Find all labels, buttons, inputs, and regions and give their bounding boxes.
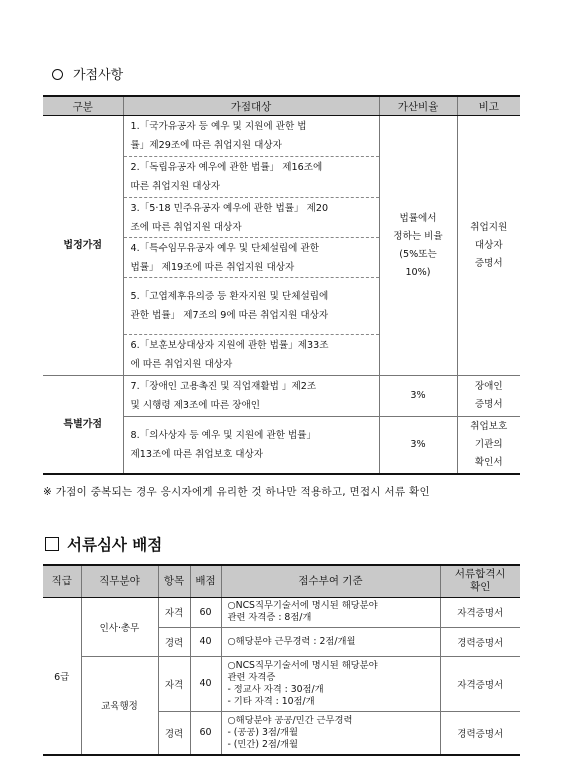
remark-disabled: 장애인 증명서 [457,376,520,417]
bonus-points-table [43,95,520,475]
field-cell: 인사·총무 [81,597,158,656]
header-grade: 직급 [43,565,81,597]
list-item: 3.「5·18 민주유공자 예우에 관한 법률」 제20 조에 따른 취업지원 대상자 [123,198,379,238]
ratio-disabled: 3% [379,376,457,417]
header-item: 항목 [158,565,190,597]
item-cell: 자격 [158,656,190,711]
square-bullet-icon [45,537,59,551]
table-row [43,116,520,157]
list-item: 6.「보훈보상대상자 지원에 관한 법률」제33조 에 따른 취업지원 대상자 [123,335,379,376]
grade-cell: 6급 [43,597,81,755]
section-title: 가점사항 [73,68,124,83]
item-cell: 자격 [158,597,190,627]
list-item: 8.「의사상자 등 예우 및 지원에 관한 법률」 제13조에 따른 취업보호 대상자 [123,417,379,475]
criteria-cell: ○NCS직무기술서에 명시된 해당분야 관련 자격증 : 8점/개 [221,597,440,627]
header-target: 가점대상 [123,96,379,116]
field-cell: 교육행정 [81,656,158,755]
remark-legal: 취업지원 대상자 증명서 [457,116,520,376]
confirm-cell: 자격증명서 [440,656,520,711]
table-row [43,597,520,627]
header-category: 구분 [43,96,123,116]
list-item: 4.「특수임무유공자 예우 및 단체설립에 관한 법률」 제19조에 따른 취업지원 대상자 [123,238,379,278]
table-header-row [43,96,520,116]
table-header-row [43,565,520,597]
table-row [43,376,520,417]
header-field: 직무분야 [81,565,158,597]
score-cell: 40 [190,656,221,711]
header-criteria: 점수부여 기준 [221,565,440,597]
item-cell: 경력 [158,627,190,656]
score-cell: 40 [190,627,221,656]
section-title: 서류심사 배점 [67,536,163,554]
header-score: 배점 [190,565,221,597]
ratio-righteous: 3% [379,417,457,475]
header-confirm: 서류합격시 확인 [440,565,520,597]
score-cell: 60 [190,711,221,755]
section-heading-document-review [45,533,162,555]
table-row [43,656,520,711]
document-score-table [43,564,520,756]
list-item: 1.「국가유공자 등 예우 및 지원에 관한 법 률」제29조에 따른 취업지원 대상자 [123,116,379,157]
criteria-cell: ○NCS직무기술서에 명시된 해당분야 관련 자격증 - 정교사 자격 : 30점/개 - 기타 자격 : 10점/개 [221,656,440,711]
criteria-cell: ○해당분야 공공/민간 근무경력 - (공공) 3점/개월 - (민간) 2점/개월 [221,711,440,755]
confirm-cell: 자격증명서 [440,597,520,627]
header-remark: 비고 [457,96,520,116]
item-cell: 경력 [158,711,190,755]
category-legal: 법정가점 [43,116,123,376]
circle-bullet-icon [52,69,63,80]
list-item: 7.「장애인 고용촉진 및 직업재활법 」제2조 및 시행령 제3조에 따른 장애인 [123,376,379,417]
list-item: 2.「독립유공자 예우에 관한 법률」 제16조에 따른 취업지원 대상자 [123,157,379,198]
confirm-cell: 경력증명서 [440,627,520,656]
confirm-cell: 경력증명서 [440,711,520,755]
score-cell: 60 [190,597,221,627]
criteria-cell: ○해당분야 근무경력 : 2점/개월 [221,627,440,656]
remark-righteous: 취업보호 기관의 확인서 [457,417,520,475]
category-special: 특별가점 [43,376,123,475]
ratio-legal: 법률에서 정하는 비율 (5%또는 10%) [379,116,457,376]
header-ratio: 가산비율 [379,96,457,116]
list-item: 5.「고엽제후유의증 등 환자지원 및 단체설립에 관한 법률」 제7조의 9에 따른 취업지원 대상자 [123,278,379,335]
section-heading-bonus [52,64,123,83]
footnote: ※ 가점이 중복되는 경우 응시자에게 유리한 것 하나만 적용하고, 면접시 서류 확인 [43,486,430,498]
